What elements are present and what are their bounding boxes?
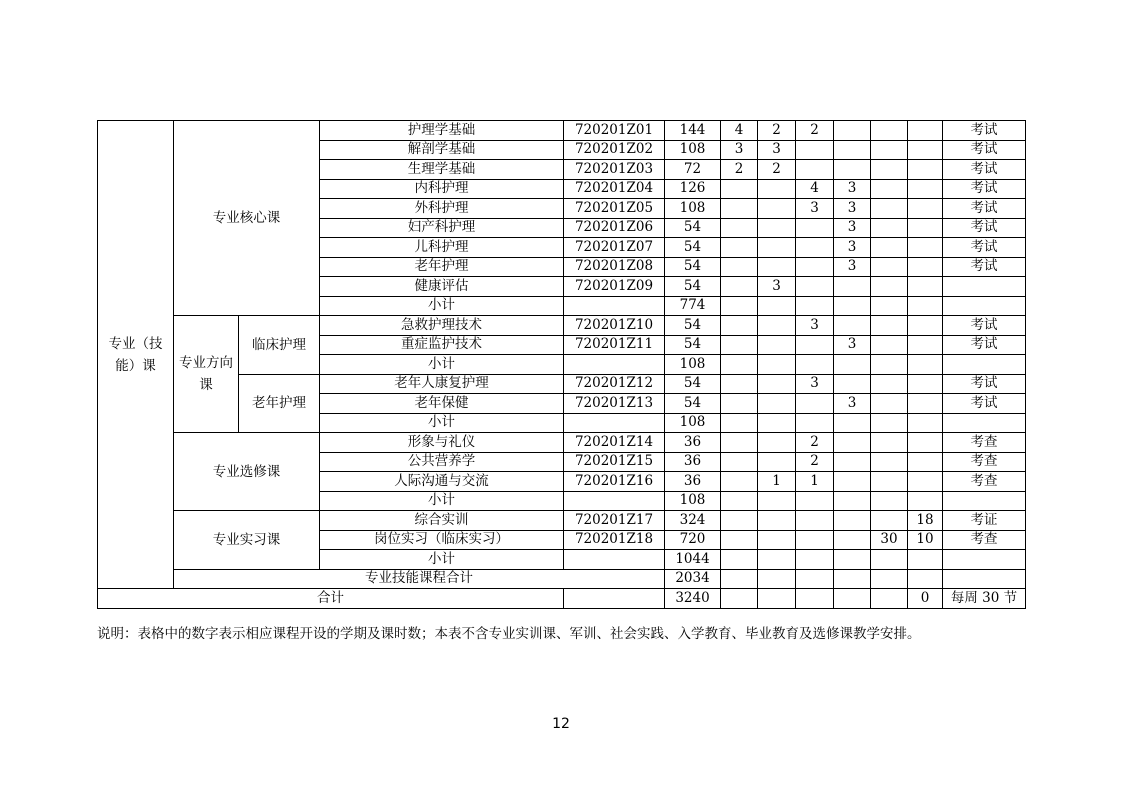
course-name-cell: 老年保健	[320, 394, 564, 414]
assessment-cell: 考试	[943, 121, 1026, 141]
course-name-cell: 急救护理技术	[320, 316, 564, 336]
semester-1-cell: 3	[721, 140, 758, 160]
course-code-cell: 720201Z07	[564, 238, 665, 258]
semester-1-cell	[721, 277, 758, 297]
semester-5-cell	[871, 277, 908, 297]
semester-6-cell	[908, 257, 943, 277]
semester-4-cell	[834, 569, 871, 589]
geriatric-nursing-group-cell: 老年护理	[239, 374, 320, 433]
course-code-cell: 720201Z02	[564, 140, 665, 160]
semester-2-cell	[758, 238, 796, 258]
semester-3-cell	[796, 160, 834, 180]
assessment-cell: 考证	[943, 511, 1026, 531]
skills-total-row	[98, 569, 1026, 589]
semester-2-cell	[758, 355, 796, 375]
semester-2-cell	[758, 316, 796, 336]
subtotal-label-cell: 小计	[320, 550, 564, 570]
semester-4-cell	[834, 472, 871, 492]
semester-4-cell	[834, 374, 871, 394]
semester-4-cell	[834, 550, 871, 570]
course-code-cell	[564, 550, 665, 570]
subtotal-label-cell: 小计	[320, 491, 564, 511]
semester-6-cell	[908, 316, 943, 336]
semester-3-cell	[796, 257, 834, 277]
semester-6-cell	[908, 491, 943, 511]
table-row	[98, 433, 1026, 453]
total-hours-cell: 720	[665, 530, 721, 550]
semester-5-cell	[871, 218, 908, 238]
course-code-cell: 720201Z15	[564, 452, 665, 472]
total-hours-cell: 54	[665, 394, 721, 414]
total-hours-cell: 3240	[665, 589, 721, 609]
assessment-cell	[943, 277, 1026, 297]
semester-1-cell	[721, 413, 758, 433]
table-row	[98, 511, 1026, 531]
semester-2-cell	[758, 530, 796, 550]
semester-1-cell	[721, 472, 758, 492]
semester-6-cell: 18	[908, 511, 943, 531]
internship-course-group-cell: 专业实习课	[174, 511, 320, 570]
course-name-cell: 内科护理	[320, 179, 564, 199]
semester-1-cell	[721, 355, 758, 375]
semester-2-cell	[758, 452, 796, 472]
semester-1-cell	[721, 296, 758, 316]
course-name-cell: 妇产科护理	[320, 218, 564, 238]
semester-2-cell	[758, 374, 796, 394]
total-hours-cell: 2034	[665, 569, 721, 589]
semester-4-cell	[834, 491, 871, 511]
semester-3-cell	[796, 238, 834, 258]
semester-3-cell	[796, 218, 834, 238]
total-hours-cell: 1044	[665, 550, 721, 570]
semester-1-cell	[721, 530, 758, 550]
semester-4-cell	[834, 433, 871, 453]
semester-4-cell: 3	[834, 238, 871, 258]
total-hours-cell: 126	[665, 179, 721, 199]
semester-3-cell	[796, 569, 834, 589]
semester-1-cell	[721, 374, 758, 394]
semester-5-cell	[871, 394, 908, 414]
semester-5-cell	[871, 589, 908, 609]
semester-2-cell: 3	[758, 277, 796, 297]
total-hours-cell: 54	[665, 257, 721, 277]
course-name-cell: 岗位实习（临床实习）	[320, 530, 564, 550]
total-hours-cell: 54	[665, 277, 721, 297]
semester-2-cell: 2	[758, 121, 796, 141]
total-hours-cell: 324	[665, 511, 721, 531]
semester-1-cell	[721, 179, 758, 199]
semester-4-cell: 3	[834, 199, 871, 219]
course-name-cell: 老年护理	[320, 257, 564, 277]
semester-1-cell	[721, 394, 758, 414]
semester-2-cell: 1	[758, 472, 796, 492]
semester-2-cell	[758, 394, 796, 414]
semester-6-cell	[908, 218, 943, 238]
semester-3-cell: 2	[796, 121, 834, 141]
course-code-cell	[564, 413, 665, 433]
total-hours-cell: 36	[665, 452, 721, 472]
semester-1-cell	[721, 218, 758, 238]
assessment-cell: 考查	[943, 452, 1026, 472]
course-name-cell: 综合实训	[320, 511, 564, 531]
assessment-cell	[943, 491, 1026, 511]
semester-5-cell	[871, 335, 908, 355]
course-code-cell: 720201Z17	[564, 511, 665, 531]
course-code-cell: 720201Z05	[564, 199, 665, 219]
semester-4-cell	[834, 452, 871, 472]
course-code-cell: 720201Z04	[564, 179, 665, 199]
course-name-cell: 公共营养学	[320, 452, 564, 472]
semester-6-cell: 0	[908, 589, 943, 609]
semester-3-cell: 1	[796, 472, 834, 492]
total-hours-cell: 36	[665, 472, 721, 492]
subtotal-label-cell: 小计	[320, 355, 564, 375]
semester-1-cell	[721, 335, 758, 355]
semester-4-cell	[834, 530, 871, 550]
semester-3-cell	[796, 413, 834, 433]
semester-6-cell	[908, 160, 943, 180]
assessment-cell	[943, 296, 1026, 316]
course-name-cell: 解剖学基础	[320, 140, 564, 160]
semester-4-cell	[834, 277, 871, 297]
course-name-cell: 形象与礼仪	[320, 433, 564, 453]
semester-1-cell	[721, 452, 758, 472]
course-name-cell: 健康评估	[320, 277, 564, 297]
semester-5-cell	[871, 257, 908, 277]
semester-5-cell	[871, 140, 908, 160]
clinical-nursing-group-cell: 临床护理	[239, 316, 320, 375]
assessment-cell: 考试	[943, 394, 1026, 414]
course-code-cell: 720201Z14	[564, 433, 665, 453]
elective-course-group-cell: 专业选修课	[174, 433, 320, 511]
semester-5-cell	[871, 433, 908, 453]
semester-6-cell	[908, 238, 943, 258]
semester-1-cell	[721, 569, 758, 589]
semester-2-cell	[758, 433, 796, 453]
assessment-cell: 考试	[943, 179, 1026, 199]
major-category-cell: 专业（技能）课	[98, 121, 174, 589]
semester-5-cell	[871, 316, 908, 336]
semester-6-cell	[908, 121, 943, 141]
semester-2-cell	[758, 569, 796, 589]
assessment-cell: 考查	[943, 433, 1026, 453]
total-hours-cell: 72	[665, 160, 721, 180]
semester-5-cell	[871, 569, 908, 589]
semester-6-cell	[908, 199, 943, 219]
semester-3-cell	[796, 140, 834, 160]
course-name-cell: 外科护理	[320, 199, 564, 219]
semester-4-cell	[834, 589, 871, 609]
semester-3-cell	[796, 511, 834, 531]
semester-1-cell: 2	[721, 160, 758, 180]
course-name-cell: 老年人康复护理	[320, 374, 564, 394]
curriculum-table	[97, 120, 1026, 609]
total-hours-cell: 54	[665, 374, 721, 394]
semester-6-cell: 10	[908, 530, 943, 550]
semester-6-cell	[908, 296, 943, 316]
semester-4-cell: 3	[834, 257, 871, 277]
semester-3-cell	[796, 491, 834, 511]
assessment-cell	[943, 355, 1026, 375]
subtotal-label-cell: 小计	[320, 413, 564, 433]
semester-5-cell	[871, 179, 908, 199]
course-code-cell	[564, 355, 665, 375]
semester-3-cell: 4	[796, 179, 834, 199]
total-hours-cell: 54	[665, 335, 721, 355]
semester-1-cell	[721, 589, 758, 609]
semester-4-cell	[834, 121, 871, 141]
semester-2-cell: 2	[758, 160, 796, 180]
semester-2-cell	[758, 179, 796, 199]
total-hours-cell: 108	[665, 491, 721, 511]
course-code-cell: 720201Z08	[564, 257, 665, 277]
semester-4-cell	[834, 140, 871, 160]
course-code-cell: 720201Z12	[564, 374, 665, 394]
semester-3-cell	[796, 589, 834, 609]
course-code-cell: 720201Z13	[564, 394, 665, 414]
assessment-cell: 考试	[943, 316, 1026, 336]
skills-total-label-cell: 专业技能课程合计	[174, 569, 665, 589]
assessment-cell: 考试	[943, 257, 1026, 277]
semester-3-cell: 3	[796, 374, 834, 394]
semester-1-cell	[721, 316, 758, 336]
semester-2-cell	[758, 413, 796, 433]
course-code-cell	[564, 296, 665, 316]
course-code-cell: 720201Z10	[564, 316, 665, 336]
semester-3-cell: 3	[796, 316, 834, 336]
semester-6-cell	[908, 569, 943, 589]
semester-4-cell: 3	[834, 394, 871, 414]
assessment-cell	[943, 413, 1026, 433]
semester-4-cell: 3	[834, 179, 871, 199]
course-code-cell	[564, 589, 665, 609]
assessment-cell: 考试	[943, 140, 1026, 160]
assessment-cell: 考试	[943, 374, 1026, 394]
semester-5-cell	[871, 374, 908, 394]
semester-3-cell	[796, 355, 834, 375]
semester-3-cell	[796, 277, 834, 297]
semester-2-cell	[758, 218, 796, 238]
assessment-cell: 考试	[943, 335, 1026, 355]
assessment-cell	[943, 550, 1026, 570]
semester-4-cell	[834, 160, 871, 180]
semester-5-cell	[871, 296, 908, 316]
semester-1-cell	[721, 238, 758, 258]
total-hours-cell: 108	[665, 355, 721, 375]
semester-5-cell	[871, 355, 908, 375]
semester-5-cell	[871, 121, 908, 141]
semester-6-cell	[908, 394, 943, 414]
total-hours-cell: 54	[665, 316, 721, 336]
course-code-cell: 720201Z03	[564, 160, 665, 180]
assessment-cell: 考试	[943, 160, 1026, 180]
assessment-cell: 考试	[943, 218, 1026, 238]
semester-2-cell	[758, 257, 796, 277]
assessment-cell: 考试	[943, 238, 1026, 258]
table-row	[98, 316, 1026, 336]
table-body	[98, 121, 1026, 609]
semester-5-cell: 30	[871, 530, 908, 550]
total-hours-cell: 54	[665, 238, 721, 258]
course-name-cell: 重症监护技术	[320, 335, 564, 355]
semester-5-cell	[871, 452, 908, 472]
total-hours-cell: 108	[665, 199, 721, 219]
semester-5-cell	[871, 413, 908, 433]
semester-1-cell	[721, 550, 758, 570]
total-hours-cell: 774	[665, 296, 721, 316]
course-name-cell: 生理学基础	[320, 160, 564, 180]
assessment-cell: 每周 30 节	[943, 589, 1026, 609]
core-course-group-cell: 专业核心课	[174, 121, 320, 316]
total-hours-cell: 36	[665, 433, 721, 453]
assessment-cell: 考查	[943, 530, 1026, 550]
course-name-cell: 护理学基础	[320, 121, 564, 141]
semester-5-cell	[871, 550, 908, 570]
semester-4-cell	[834, 296, 871, 316]
semester-4-cell	[834, 511, 871, 531]
semester-2-cell	[758, 199, 796, 219]
course-code-cell: 720201Z18	[564, 530, 665, 550]
semester-4-cell	[834, 355, 871, 375]
semester-6-cell	[908, 335, 943, 355]
semester-6-cell	[908, 277, 943, 297]
assessment-cell: 考试	[943, 199, 1026, 219]
semester-6-cell	[908, 374, 943, 394]
course-code-cell: 720201Z09	[564, 277, 665, 297]
semester-3-cell: 2	[796, 452, 834, 472]
semester-2-cell	[758, 550, 796, 570]
semester-6-cell	[908, 433, 943, 453]
course-name-cell: 人际沟通与交流	[320, 472, 564, 492]
semester-1-cell	[721, 433, 758, 453]
semester-3-cell: 2	[796, 433, 834, 453]
grand-total-row	[98, 589, 1026, 609]
semester-4-cell: 3	[834, 218, 871, 238]
semester-1-cell	[721, 199, 758, 219]
semester-1-cell	[721, 257, 758, 277]
semester-6-cell	[908, 140, 943, 160]
semester-5-cell	[871, 472, 908, 492]
total-hours-cell: 54	[665, 218, 721, 238]
semester-6-cell	[908, 550, 943, 570]
semester-5-cell	[871, 238, 908, 258]
assessment-cell: 考查	[943, 472, 1026, 492]
semester-6-cell	[908, 472, 943, 492]
semester-1-cell: 4	[721, 121, 758, 141]
table-note: 说明：表格中的数字表示相应课程开设的学期及课时数；本表不含专业实训课、军训、社会实践、入学教育、毕业教育及选修课教学安排。	[97, 626, 921, 642]
semester-6-cell	[908, 179, 943, 199]
semester-3-cell: 3	[796, 199, 834, 219]
semester-2-cell	[758, 491, 796, 511]
semester-2-cell	[758, 296, 796, 316]
assessment-cell	[943, 569, 1026, 589]
total-hours-cell: 108	[665, 413, 721, 433]
course-code-cell: 720201Z16	[564, 472, 665, 492]
course-code-cell	[564, 491, 665, 511]
semester-4-cell	[834, 413, 871, 433]
subtotal-label-cell: 小计	[320, 296, 564, 316]
course-code-cell: 720201Z06	[564, 218, 665, 238]
direction-course-group-cell: 专业方向课	[174, 316, 239, 433]
semester-6-cell	[908, 413, 943, 433]
semester-2-cell	[758, 589, 796, 609]
table-row	[98, 121, 1026, 141]
semester-5-cell	[871, 491, 908, 511]
semester-3-cell	[796, 394, 834, 414]
semester-1-cell	[721, 491, 758, 511]
course-code-cell: 720201Z01	[564, 121, 665, 141]
semester-6-cell	[908, 355, 943, 375]
semester-3-cell	[796, 550, 834, 570]
semester-3-cell	[796, 530, 834, 550]
page-number: 12	[552, 716, 570, 732]
course-code-cell: 720201Z11	[564, 335, 665, 355]
semester-1-cell	[721, 511, 758, 531]
semester-2-cell	[758, 511, 796, 531]
semester-2-cell: 3	[758, 140, 796, 160]
grand-total-label-cell: 合计	[98, 589, 564, 609]
semester-4-cell	[834, 316, 871, 336]
semester-5-cell	[871, 511, 908, 531]
semester-3-cell	[796, 296, 834, 316]
total-hours-cell: 108	[665, 140, 721, 160]
semester-2-cell	[758, 335, 796, 355]
semester-6-cell	[908, 452, 943, 472]
semester-3-cell	[796, 335, 834, 355]
semester-5-cell	[871, 199, 908, 219]
total-hours-cell: 144	[665, 121, 721, 141]
semester-4-cell: 3	[834, 335, 871, 355]
semester-5-cell	[871, 160, 908, 180]
course-name-cell: 儿科护理	[320, 238, 564, 258]
